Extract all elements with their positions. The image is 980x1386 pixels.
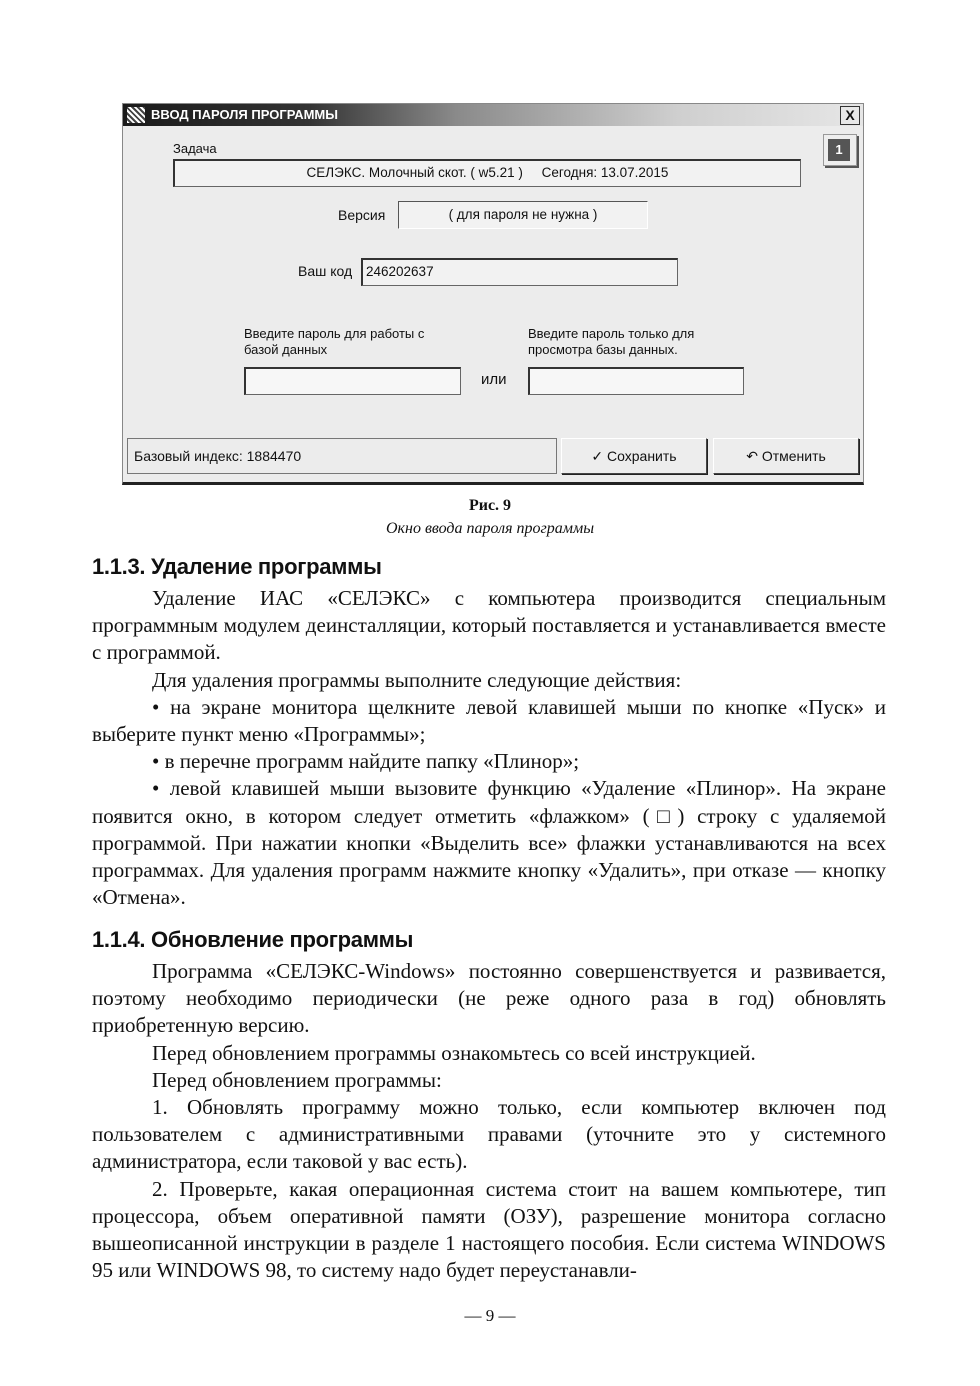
app-icon (127, 107, 145, 123)
help-button[interactable] (823, 134, 857, 166)
close-button[interactable]: X (840, 106, 860, 125)
view-password-label: Введите пароль только для просмотра базы данных. (528, 326, 695, 357)
numbered-item: 1. Обновлять программу можно только, если компьютер включен под пользователем с административными правами (уточните это у системного администратора, если таковой у вас есть). (92, 1095, 886, 1174)
title-bar (123, 104, 863, 126)
bullet-item: • в перечне программ найдите папку «Плинор»; (152, 749, 580, 774)
task-label: Задача (173, 141, 217, 156)
section-1-1-3 (92, 549, 886, 911)
paragraph: Удаление ИАС «СЕЛЭКС» с компьютера производится специальным программным модулем деинсталляции, который поставляется и устанавливается вместе с программой. (92, 586, 886, 665)
task-field: СЕЛЭКС. Молочный скот. ( w5.21 ) Сегодня: 13.07.2015 (173, 159, 801, 187)
section-1-1-4 (92, 922, 886, 1284)
password-dialog-screenshot (122, 103, 864, 485)
work-password-label: Введите пароль для работы с базой данных (244, 326, 425, 357)
figure-caption: Окно ввода пароля программы (385, 520, 595, 537)
code-field[interactable]: 246202637 (361, 258, 678, 286)
cancel-button[interactable]: ↶ Отменить (713, 438, 859, 474)
work-password-input[interactable] (244, 367, 461, 395)
bullet-item: • на экране монитора щелкните левой клавишей мыши по кнопке «Пуск» и выберите пункт меню «Программы»; (92, 694, 886, 747)
dialog-title: ВВОД ПАРОЛЯ ПРОГРАММЫ (151, 107, 338, 122)
code-label: Ваш код (298, 263, 353, 279)
section-heading: 1.1.3. Удаление программы (92, 554, 382, 579)
numbered-item: 2. Проверьте, какая операционная система стоит на вашем компьютере, тип процессора, объем оперативной памяти (ОЗУ), разрешение монитора согласно вышеописанной инструкции в разделе 1 настоящего пособия. Если система WINDOWS 95 или WINDOWS 98, то систему надо будет переустанавли- (92, 1176, 886, 1283)
version-label: Версия (338, 207, 386, 223)
bullet-item: • левой клавишей мыши вызовите функцию «Удаление «Плинор». На экране появится окно, в котором следует отметить «флажком» (□) строку с удаляемой программой. При нажатии кнопки «Выделить все» флажки устанавливаются на всех программах. Для удаления программ нажмите кнопку «Удалить», при отказе — кнопку «Отмена». (92, 776, 886, 910)
help-icon: 1 (828, 139, 850, 161)
paragraph: Программа «СЕЛЭКС-Windows» постоянно совершенствуется и развивается, поэтому необходимо периодически (не реже одного раза в год) обновлять приобретенную версию. (92, 959, 886, 1038)
view-password-input[interactable] (528, 367, 744, 395)
version-field: ( для пароля не нужна ) (398, 201, 648, 229)
section-heading: 1.1.4. Обновление программы (92, 927, 414, 952)
save-button[interactable]: ✓ Сохранить (561, 438, 707, 474)
paragraph: Перед обновлением программы ознакомьтесь со всей инструкцией. (152, 1040, 756, 1065)
paragraph: Перед обновлением программы: (152, 1067, 442, 1092)
paragraph: Для удаления программы выполните следующие действия: (152, 667, 682, 692)
figure-number: Рис. 9 (468, 497, 512, 514)
base-index-status: Базовый индекс: 1884470 (127, 438, 557, 474)
page-number: — 9 — (464, 1306, 516, 1325)
or-label: или (481, 371, 507, 388)
